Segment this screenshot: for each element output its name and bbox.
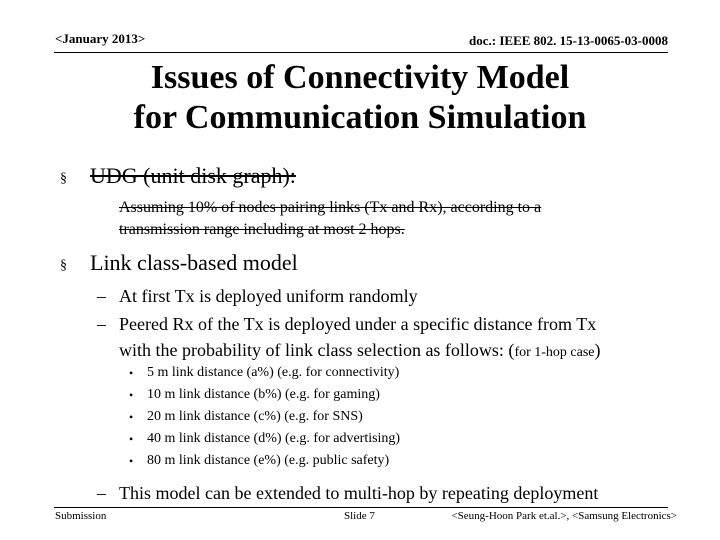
header-doc-id: doc.: IEEE 802. 15-13-0065-03-0008	[469, 33, 668, 48]
sub-item-1-text: At first Tx is deployed uniform randomly	[119, 286, 418, 306]
distance-item-text: 5 m link distance (a%) (e.g. for connectivity)	[147, 365, 400, 380]
sub-item-2-text	[119, 311, 679, 366]
sub-item-2-line-1: Peered Rx of the Tx is deployed under a specific distance from Tx	[119, 314, 597, 334]
footer-submission: Submission	[55, 510, 107, 522]
footer-divider	[54, 507, 668, 508]
title-line-2: for Communication Simulation	[133, 99, 587, 136]
sub-item-3	[97, 480, 677, 506]
title-line-1: Issues of Connectivity Model	[150, 59, 570, 96]
sub-item-2-hop-note: for 1-hop case	[514, 345, 595, 360]
distance-item	[129, 384, 549, 406]
bullet-link-class	[60, 250, 660, 276]
sub-item-3-text: This model can be extended to multi-hop by repeating deployment	[119, 483, 599, 503]
distance-item-text: 40 m link distance (d%) (e.g. for advertising)	[147, 431, 401, 446]
dash-marker: –	[97, 286, 106, 306]
header-divider	[54, 52, 668, 53]
dot-marker: •	[129, 410, 134, 424]
footer-authors: <Seung-Hoon Park et.al.>, <Samsung Electronics>	[451, 510, 677, 522]
distance-item	[129, 362, 549, 384]
bullet-udg	[60, 163, 660, 189]
dash-marker: –	[97, 314, 106, 334]
distance-item	[129, 406, 549, 428]
dot-marker: •	[129, 432, 134, 446]
distance-item-text: 80 m link distance (e%) (e.g. public safety)	[147, 453, 390, 468]
sub-item-2-close-paren: )	[594, 340, 601, 360]
distance-item-text: 10 m link distance (b%) (e.g. for gaming)	[147, 387, 380, 402]
udg-sub-line-1: Assuming 10% of nodes pairing links (Tx and Rx), according to a	[119, 199, 542, 216]
sub-item-1	[97, 283, 677, 309]
udg-sub-line-2: transmission range including at most 2 hops.	[119, 221, 405, 238]
bullet-udg-label: UDG (unit disk graph):	[90, 163, 296, 188]
sub-item-2-line-2: with the probability of link class selection as follows: (	[119, 340, 515, 360]
dot-marker: •	[129, 388, 134, 402]
header-date: <January 2013>	[55, 31, 146, 46]
bullet-marker: §	[60, 171, 67, 186]
dash-marker: –	[97, 483, 106, 503]
dot-marker: •	[129, 366, 134, 380]
distance-item	[129, 450, 549, 472]
footer-slide-number: Slide 7	[344, 510, 375, 522]
slide-title	[60, 58, 660, 138]
sub-item-2	[97, 311, 677, 363]
distance-item-text: 20 m link distance (c%) (e.g. for SNS)	[147, 409, 363, 424]
distance-item	[129, 428, 549, 450]
bullet-link-class-label: Link class-based model	[90, 250, 298, 275]
bullet-marker: §	[60, 258, 67, 273]
udg-sub-text	[119, 197, 679, 241]
dot-marker: •	[129, 454, 134, 468]
